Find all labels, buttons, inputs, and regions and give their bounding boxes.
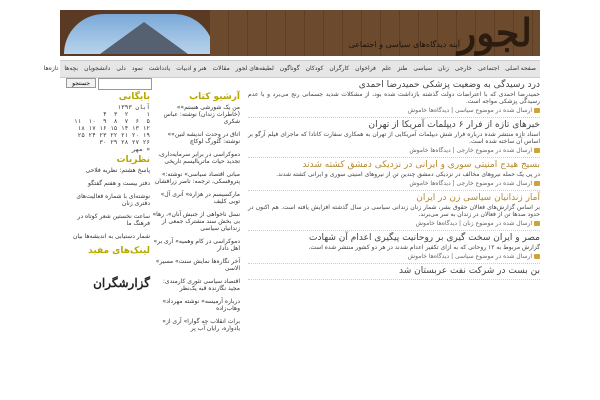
search-input[interactable]	[98, 78, 152, 90]
comment-link[interactable]: ساعت نخستین شعر کوتاه در فرهنگ ما	[77, 213, 150, 227]
comment-link[interactable]: شمار دستیابی به اندیشه‌ها بیان	[73, 233, 150, 240]
nav-item[interactable]: هنر و ادبیات	[176, 65, 207, 72]
site-tagline: آینه‌ دیدگاه‌های سیاسی و اجتماعی	[348, 40, 460, 49]
nav-item[interactable]: گوناگون	[279, 65, 300, 72]
sponsor-logo[interactable]: گزارشگران	[93, 276, 150, 290]
nav-item[interactable]: تازه‌ها	[43, 65, 59, 72]
nav-item[interactable]: زنان	[438, 65, 449, 72]
post-meta-text[interactable]: ارسال شده در موضوع زنان | دیدگاه‌ها خاموش	[415, 220, 534, 227]
calendar-row[interactable]: ۲۶ ۲۷ ۲۸ ۲۹ ۳۰	[99, 139, 150, 146]
archive-link[interactable]: «برات انقلاب چه گوارا» آری از یادواره، رایان آب پر	[162, 318, 240, 332]
posts-column	[248, 78, 540, 280]
comment-icon	[534, 254, 540, 259]
archive-list	[152, 104, 240, 332]
mountain-shape	[89, 22, 199, 54]
post	[248, 264, 540, 280]
calendar-row[interactable]: ۱۹ ۲۰ ۲۱ ۲۲ ۲۳ ۲۴ ۲۵	[77, 132, 150, 139]
nav-item[interactable]: خارجی	[454, 65, 473, 72]
nav-list	[43, 61, 540, 77]
archive-link[interactable]: «مارکسیسم در هزاره» آنری آل توبی کلیف	[160, 191, 240, 205]
post-meta	[248, 253, 540, 260]
post-title[interactable]: خبرهای تازه از فرار ۶ دیپلمات آمریکا از تهران	[368, 120, 540, 130]
post-title[interactable]: آمار زندانیان سیاسی زن در ایران	[416, 193, 540, 203]
site-banner	[60, 10, 540, 56]
archive-link[interactable]: «مبانی اقتصاد سیاسی» نوشته: پتروفسکی، ترجمه: ناصر زرافشان	[154, 171, 240, 185]
post	[248, 118, 540, 158]
archive-link[interactable]: دموکراسی در برابر سرمایه‌داری، تجدید حیات ماتریالیسم تاریخی	[158, 151, 240, 165]
calendar-grid[interactable]	[62, 111, 150, 153]
post-meta	[248, 147, 540, 154]
archive-link[interactable]: «دموکراسی در کام وهمیه» آری بر اهل دادار	[153, 238, 240, 252]
post	[248, 191, 540, 231]
post-excerpt: گزارش مربوط به ۱۲ روحانی که به ازای تکفیر اعدام شدند در هر دو کشور منتشر شده است.	[308, 244, 540, 251]
post-meta-text[interactable]: ارسال شده در موضوع خارجی | دیدگاه‌ها خاموش	[409, 180, 534, 187]
calendar-row[interactable]: ۱ ۲ ۳ ۴	[102, 111, 150, 118]
post-title[interactable]: مصر و ایران سخت گیری بر روحانیت پیگیری اعدام آن شهادت	[309, 233, 540, 243]
post-meta	[248, 180, 540, 187]
nav-item[interactable]: یادداشت	[148, 65, 171, 72]
nav-item[interactable]: نمود	[131, 65, 143, 72]
archive-sidebar	[152, 90, 240, 338]
post-meta-text[interactable]: ارسال شده در موضوع سیاسی | دیدگاه‌ها خاموش	[407, 107, 534, 114]
comment-icon	[534, 148, 540, 153]
nav-item[interactable]: طنز	[397, 65, 408, 72]
post	[248, 231, 540, 264]
comment-icon	[534, 221, 540, 226]
comment-link[interactable]: نوشته‌ای با شماره فعالیت‌های دفتری زنان	[76, 193, 150, 207]
calendar-row[interactable]: ۱۲ ۱۳ ۱۴ ۱۵ ۱۶ ۱۷ ۱۸	[77, 125, 150, 132]
calendar-row[interactable]: « مهر	[131, 146, 150, 153]
comment-icon	[534, 108, 540, 113]
post-meta	[248, 220, 540, 227]
nav-item[interactable]: دانشجویان	[84, 65, 111, 72]
post-title[interactable]: درد رسیدگی به وضعیت پزشکی حمیدرضا احمدی	[358, 80, 540, 90]
post-meta	[248, 107, 540, 114]
main-navigation	[43, 60, 540, 78]
post-title[interactable]: بسیج هیدج امنیتی سوری و ایرانی در نزدیکی دمشق کشته شدند	[302, 160, 540, 170]
archive-link[interactable]: «من یک شورشی هستم» (خاطرات زندان) نوشته: عباس شکری	[163, 104, 240, 125]
archive-link[interactable]: اقتصاد سیاسی تئوری کارمندی: مجید نگارنده قبه یک‌نظر	[162, 278, 240, 292]
calendar-month: آبان ۱۳۹۳	[117, 104, 150, 111]
nav-item[interactable]: مقالات	[212, 65, 230, 72]
nav-item[interactable]: کارگران	[329, 65, 350, 72]
post-excerpt: بر اساس گزارش‌های فعالان حقوق بشر، شمار زنان زندانی سیاسی در سال گذشته افزایش یافته است. هم اکنون در حدود صدها تن از فعالان در زندان به سر می‌برند.	[248, 204, 540, 218]
post-excerpt: حمیدرضا احمدی که با اعتراضات دولت گذشته بازداشت شده بود، از مشکلات شدید جسمانی رنج می‌برد و با عدم رسیدگی پزشکی مواجه است.	[248, 91, 540, 105]
left-sidebar	[62, 90, 150, 290]
archive-link[interactable]: «آخر نگاره‌ها نمایش سنت» مسیر الاسی	[155, 258, 240, 272]
nav-item[interactable]: علم	[381, 65, 392, 72]
nav-item[interactable]: بچه‌ها	[64, 65, 79, 72]
comments-title: نظریات	[116, 155, 150, 165]
nav-item[interactable]: سیاسی	[413, 65, 433, 72]
archive-link[interactable]: «نسل ناخواهی از جنبش آنان»، رها بی بخش سند مشترک جمعی از زندانیان سیاسی	[152, 211, 240, 232]
comment-link[interactable]: دفتر بیست و هفتم گفتگو	[87, 180, 150, 187]
nav-item[interactable]: فراخوان	[355, 65, 376, 72]
comments-list	[62, 167, 150, 240]
archive-title: آرشیو کتاب	[189, 92, 240, 102]
nav-item[interactable]: کودکان	[305, 65, 324, 72]
post	[248, 78, 540, 118]
nav-item[interactable]: اجتماعی	[478, 65, 500, 72]
post-excerpt: اسناد تازه منتشر شده درباره فرار شش دیپلمات آمریکایی از تهران به همکاری سفارت کانادا که ماجرای فیلم آرگو بر اساس آن ساخته شده است.	[248, 131, 540, 145]
post-excerpt: در پی یک حمله نیروهای مخالف در نزدیکی دمشق چندین تن از نیروهای امنیتی سوری و ایرانی کشته شدند.	[276, 171, 540, 178]
comment-icon	[534, 181, 540, 186]
post-meta-text[interactable]: ارسال شده در موضوع سیاسی | دیدگاه‌ها خاموش	[407, 253, 534, 260]
post-meta-text[interactable]: ارسال شده در موضوع خارجی | دیدگاه‌ها خاموش	[409, 147, 534, 154]
archive-link[interactable]: «درباره آرمیسه» نوشته مهرداد وهاب‌زاده	[162, 298, 240, 312]
calendar-title: بایگانی	[118, 92, 150, 102]
nav-item[interactable]: صفحه اصلی	[505, 65, 536, 72]
links-title: لینک‌های مفید	[88, 246, 150, 256]
nav-item[interactable]: لطیفه‌های لجور	[235, 65, 274, 72]
comment-link[interactable]: پاسخ هشتم: نظریه فلاحی	[85, 167, 150, 174]
archive-link[interactable]: «اتاق در وحدت اندیشه لنین» نوشته: گئورگ لوکاچ	[167, 131, 240, 145]
post-title[interactable]: بن بست در شرکت نفت عربستان شد	[399, 266, 540, 276]
site-logo[interactable]: لجور	[457, 10, 532, 55]
post	[248, 158, 540, 191]
banner-photo	[64, 14, 214, 54]
calendar-row[interactable]: ۵ ۶ ۷ ۸ ۹ ۱۰ ۱۱	[74, 118, 150, 125]
calendar	[62, 104, 150, 153]
nav-item[interactable]: دلی	[116, 65, 126, 72]
search-button[interactable]	[66, 78, 96, 88]
